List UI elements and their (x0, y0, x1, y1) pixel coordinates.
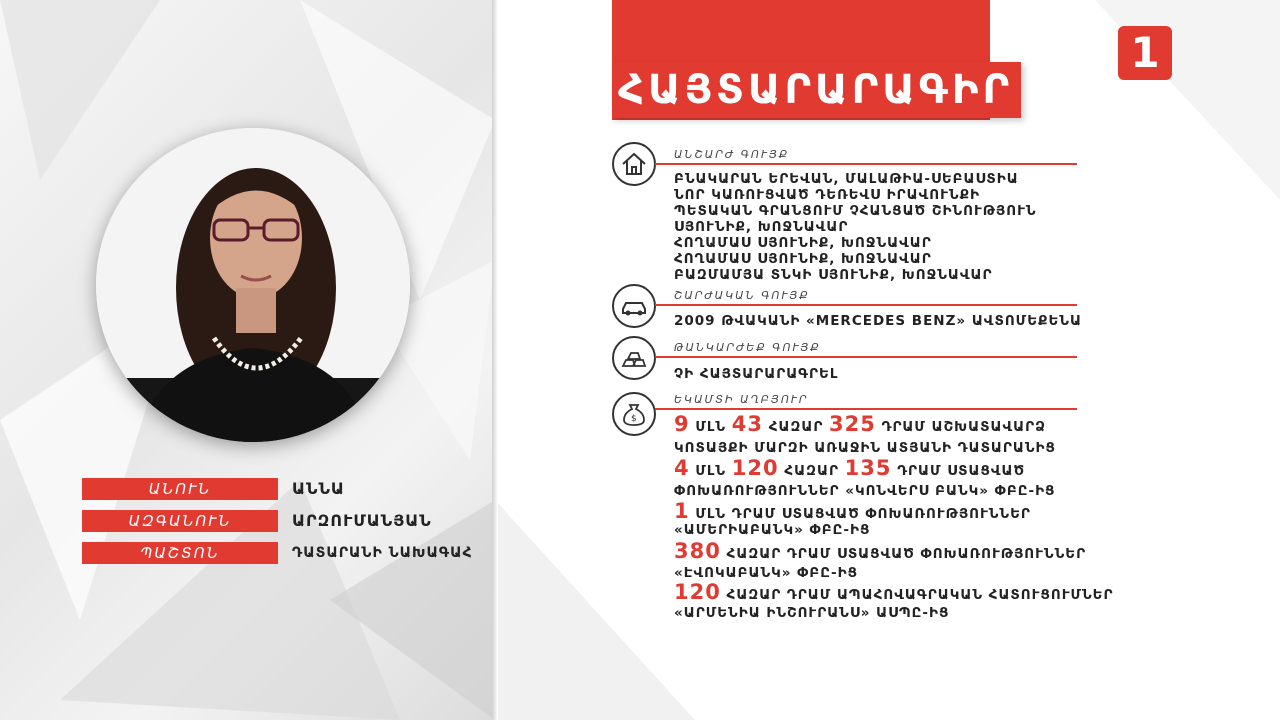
car-icon (612, 284, 656, 328)
income-number: 43 (731, 412, 763, 436)
income-text: ՄԼՆ (695, 463, 727, 479)
income-item-line2: «ԷՎՈԿԱԲԱՆԿ» ՓԲԸ-ԻՑ (674, 565, 858, 581)
income-item (674, 456, 1025, 480)
position-label: ՊԱՇՏՈՆ (82, 542, 278, 564)
income-text: ՀԱԶԱՐ ԴՐԱՄ ԱՊԱՀՈՎԱԳՐԱԿԱՆ ՀԱՏՈՒՑՈՒՄՆԵՐ (726, 587, 1114, 603)
valuables-heading: ԹԱՆԿԱՐԺԵՔ ԳՈՒՅՔ (674, 341, 821, 354)
position-value: ԴԱՏԱՐԱՆԻ ՆԱԽԱԳԱՀ (292, 545, 473, 561)
income-heading: ԵԿԱՄՏԻ ԱՂԲՅՈՒՐ (674, 393, 809, 406)
income-number: 380 (674, 539, 721, 563)
vehicles-line: 2009 ԹՎԱԿԱՆԻ «MERCEDES BENZ» ԱՎՏՈՄԵՔԵՆԱ (674, 313, 1082, 329)
last-name-value: ԱՐԶՈՒՄԱՆՅԱՆ (292, 511, 432, 530)
income-item (674, 499, 1031, 523)
income-item-line2: ԿՈՏԱՅՔԻ ՄԱՐԶԻ ԱՌԱՋԻՆ ԱՏՅԱՆԻ ԴԱՏԱՐԱՆԻՑ (674, 440, 1056, 456)
income-text: ՄԼՆ ԴՐԱՄ ՍՏԱՑՎԱԾ ՓՈԽԱՌՈՒԹՅՈՒՆՆԵՐ (695, 506, 1031, 522)
real-estate-line: ԲԱԶՄԱՄՅԱ ՏՆԿԻ ՍՅՈՒՆԻՔ, ԽՈՋՆԱՎԱՐ (674, 267, 993, 283)
income-text: ՄԼՆ (695, 419, 727, 435)
income-item-line2: ՓՈԽԱՌՈՒԹՅՈՒՆՆԵՐ «ԿՈՆՎԵՐՍ ԲԱՆԿ» ՓԲԸ-ԻՑ (674, 483, 1056, 499)
real-estate-line: ՆՈՐ ԿԱՌՈՒՑՎԱԾ ԴԵՌԵՎՍ ԻՐԱՎՈՒՆՔԻ (674, 187, 980, 203)
valuables-divider (655, 356, 1077, 358)
income-text: ԴՐԱՄ ՍՏԱՑՎԱԾ (897, 463, 1026, 479)
money-bag-icon (612, 392, 656, 436)
vehicles-divider (655, 304, 1077, 306)
income-text: ՀԱԶԱՐ ԴՐԱՄ ՍՏԱՑՎԱԾ ՓՈԽԱՌՈՒԹՅՈՒՆՆԵՐ (726, 546, 1087, 562)
first-name-label: ԱՆՈՒՆ (82, 478, 278, 500)
income-number: 9 (674, 412, 690, 436)
income-item-line2: «ԱՐՄԵՆԻԱ ԻՆՇՈՒՐԱՆՍ» ԱՍՊԸ-ԻՑ (674, 605, 950, 621)
vehicles-heading: ՇԱՐԺԱԿԱՆ ԳՈՒՅՔ (674, 289, 810, 302)
income-number: 4 (674, 456, 690, 480)
real-estate-line: ՍՅՈՒՆԻՔ, ԽՈՋՆԱՎԱՐ (674, 219, 849, 235)
page-title: ՀԱՅՏԱՐԱՐԱԳԻՐ (612, 62, 1021, 118)
income-item-line2: «ԱՄԵՐԻԱԲԱՆԿ» ՓԲԸ-ԻՑ (674, 522, 871, 538)
last-name-label: ԱԶԳԱՆՈՒՆ (82, 510, 278, 532)
income-text: ԴՐԱՄ ԱՇԽԱՏԱՎԱՐՁ (881, 419, 1046, 435)
income-item (674, 539, 1086, 563)
real-estate-line: ԲՆԱԿԱՐԱՆ ԵՐԵՎԱՆ, ՄԱԼԱԹԻԱ-ՍԵԲԱՍՏԻԱ (674, 171, 1019, 187)
income-number: 1 (674, 499, 690, 523)
income-text: ՀԱԶԱՐ (768, 419, 824, 435)
real-estate-line: ՀՈՂԱՄԱՍ ՍՅՈՒՆԻՔ, ԽՈՋՆԱՎԱՐ (674, 235, 932, 251)
income-number: 120 (731, 456, 779, 480)
first-name-value: ԱՆՆԱ (292, 479, 345, 498)
income-item (674, 412, 1046, 436)
income-item (674, 580, 1114, 604)
valuables-line: ՉԻ ՀԱՅՏԱՐԱՐԱԳՐԵԼ (674, 366, 839, 382)
income-number: 135 (844, 456, 892, 480)
portrait-illustration (96, 128, 410, 442)
income-number: 120 (674, 580, 721, 604)
channel-logo: 1 (1118, 26, 1172, 80)
panel-divider (492, 0, 498, 720)
income-text: ՀԱԶԱՐ (784, 463, 839, 479)
real-estate-line: ՀՈՂԱՄԱՍ ՍՅՈՒՆԻՔ, ԽՈՋՆԱՎԱՐ (674, 251, 932, 267)
house-icon (612, 142, 656, 186)
portrait-photo (96, 128, 410, 442)
gold-bars-icon (612, 336, 656, 380)
income-number: 325 (829, 412, 876, 436)
real-estate-divider (655, 163, 1077, 165)
real-estate-heading: ԱՆՇԱՐԺ ԳՈՒՅՔ (674, 148, 790, 161)
income-divider (655, 408, 1077, 410)
svg-text:$: $ (631, 414, 637, 424)
real-estate-line: ՊԵՏԱԿԱՆ ԳՐԱՆՑՈՒՄ ՉՀԱՆՑԱԾ ՇԻՆՈՒԹՅՈՒՆ (674, 203, 1037, 219)
